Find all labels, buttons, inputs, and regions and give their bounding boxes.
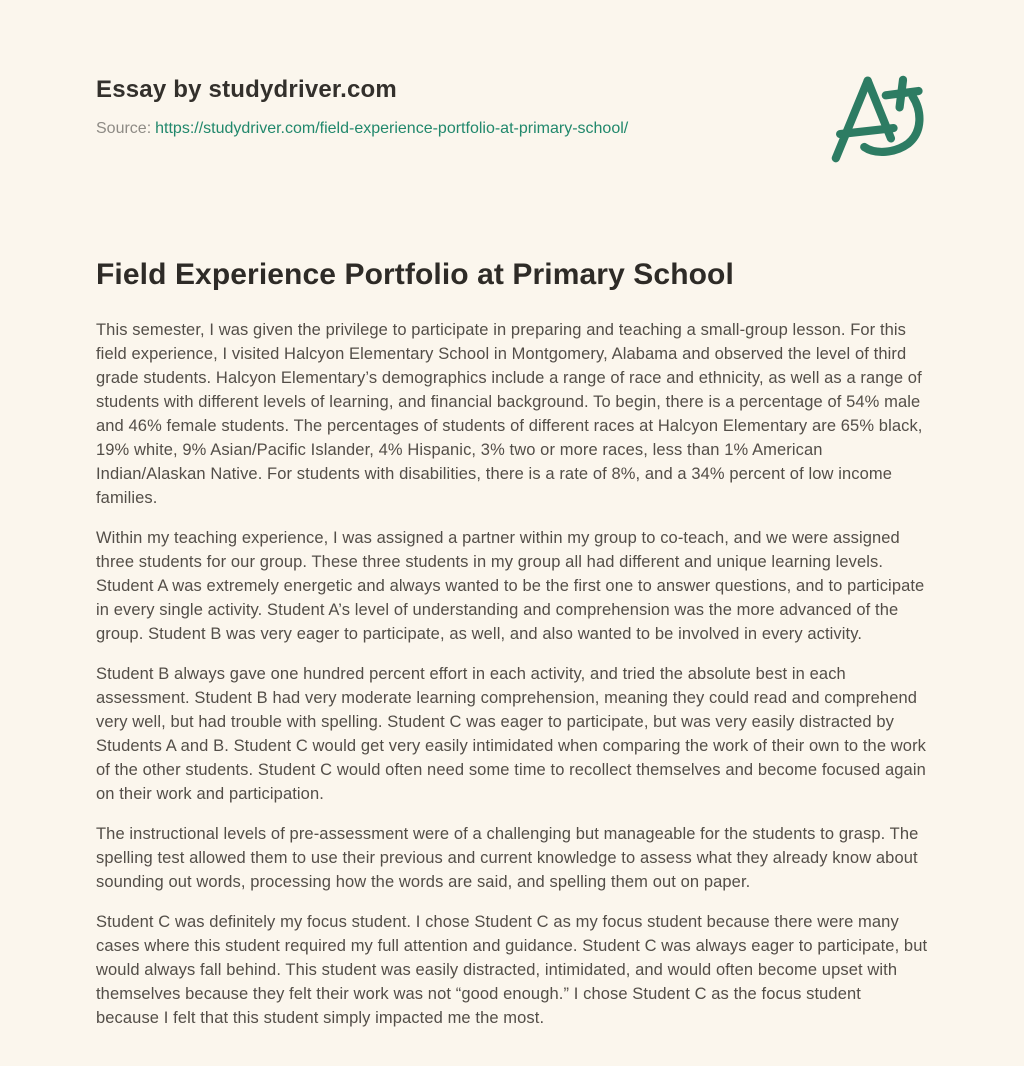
essay-body [96, 318, 928, 1030]
essay-content [96, 0, 928, 1030]
essay-paragraph: The instructional levels of pre-assessment were of a challenging but manageable for the students to grasp. The spelling test allowed them to use their previous and current knowledge to assess what they already know about sounding out words, processing how the words are said, and spelling them out on paper. [96, 825, 919, 891]
essay-title: Field Experience Portfolio at Primary School [96, 258, 734, 291]
source-link[interactable]: https://studydriver.com/field-experience-portfolio-at-primary-school/ [155, 120, 629, 137]
header-text-block [96, 64, 628, 138]
header [96, 64, 928, 168]
essay-by-heading: Essay by studydriver.com [96, 76, 397, 103]
essay-paragraph: Student B always gave one hundred percent effort in each activity, and tried the absolute best in each assessment. Student B had very moderate learning comprehension, meaning they could read and comprehend very well, but had trouble with spelling. Student C was eager to participate, but was very easily distracted by Students A and B. Student C would get very easily intimidated when comparing the work of their own to the work of the other students. Student C would often need some time to recollect themselves and become focused again on their work and participation. [96, 665, 927, 803]
essay-paragraph: Within my teaching experience, I was assigned a partner within my group to co-teach, and we were assigned three students for our group. These three students in my group all had different and unique learning levels. Student A was extremely energetic and always wanted to be the first one to answer questions, and to participate in every single activity. Student A’s level of understanding and comprehension was the more advanced of the group. Student B was very eager to participate, as well, and also wanted to be involved in every activity. [96, 529, 925, 643]
source-label: Source: [96, 120, 152, 137]
a-plus-logo-icon [816, 64, 928, 168]
source-line [96, 120, 628, 138]
essay-paragraph: This semester, I was given the privilege to participate in preparing and teaching a small-group lesson. For this field experience, I visited Halcyon Elementary School in Montgomery, Alabama and observed the level of third grade students. Halcyon Elementary’s demographics include a range of race and ethnicity, as well as a range of students with different levels of learning, and financial background. To begin, there is a percentage of 54% male and 46% female students. The percentages of students of different races at Halcyon Elementary are 65% black, 19% white, 9% Asian/Pacific Islander, 4% Hispanic, 3% two or more races, less than 1% American Indian/Alaskan Native. For students with disabilities, there is a rate of 8%, and a 34% percent of low income families. [96, 321, 923, 507]
essay-paragraph: Student C was definitely my focus student. I chose Student C as my focus student because there were many cases where this student required my full attention and guidance. Student C was always eager to participate, but would always fall behind. This student was easily distracted, intimidated, and would often become upset with themselves because they felt their work was not “good enough.” I chose Student C as the focus student because I felt that this student simply impacted me the most. [96, 913, 928, 1027]
